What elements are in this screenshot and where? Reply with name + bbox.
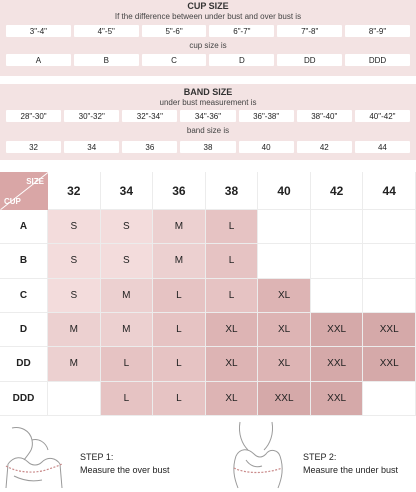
size-cell: L bbox=[206, 210, 259, 244]
size-cell: XXL bbox=[311, 382, 364, 416]
cup-size-chip: A bbox=[6, 54, 71, 66]
band-column-header: 38 bbox=[206, 172, 259, 210]
size-cell: XXL bbox=[363, 347, 416, 381]
band-range-chip: 40"-42" bbox=[355, 110, 410, 122]
size-cell: M bbox=[48, 313, 101, 347]
size-cell: S bbox=[101, 210, 154, 244]
cup-range-row bbox=[6, 25, 410, 37]
cup-range-chip: 3"-4" bbox=[6, 25, 71, 37]
size-cell: XXL bbox=[363, 313, 416, 347]
size-cell: L bbox=[101, 382, 154, 416]
size-cell bbox=[48, 382, 101, 416]
size-cell: L bbox=[153, 382, 206, 416]
step-2-description: Measure the under bust bbox=[303, 465, 399, 475]
band-range-chip: 34"-36" bbox=[180, 110, 235, 122]
step-1-description: Measure the over bust bbox=[80, 465, 170, 475]
size-cell: XL bbox=[258, 347, 311, 381]
size-cell: XL bbox=[206, 313, 259, 347]
band-column-header: 40 bbox=[258, 172, 311, 210]
cup-range-chip: 6"-7" bbox=[209, 25, 274, 37]
cup-range-chip: 5"-6" bbox=[142, 25, 207, 37]
measure-steps bbox=[0, 418, 416, 492]
size-cell: XXL bbox=[258, 382, 311, 416]
step-1-title: STEP 1: bbox=[80, 452, 114, 462]
size-cell bbox=[363, 279, 416, 313]
size-cell: S bbox=[101, 244, 154, 278]
size-cell: XL bbox=[258, 279, 311, 313]
size-cell bbox=[311, 279, 364, 313]
cup-size-chip: B bbox=[74, 54, 139, 66]
size-cell: L bbox=[101, 347, 154, 381]
size-cell: L bbox=[153, 279, 206, 313]
over-bust-figure-icon bbox=[2, 420, 64, 490]
size-cell bbox=[311, 210, 364, 244]
size-cell bbox=[258, 244, 311, 278]
band-range-chip: 30"-32" bbox=[64, 110, 119, 122]
cup-size-chip: D bbox=[209, 54, 274, 66]
band-size-chip: 44 bbox=[355, 141, 410, 153]
band-range-row bbox=[6, 110, 410, 122]
under-bust-figure-icon bbox=[226, 420, 286, 490]
band-size-chip: 32 bbox=[6, 141, 61, 153]
cup-range-chip: 8"-9" bbox=[345, 25, 410, 37]
size-cell: L bbox=[206, 244, 259, 278]
size-cell bbox=[363, 382, 416, 416]
size-cell: XL bbox=[258, 313, 311, 347]
size-cell bbox=[363, 210, 416, 244]
size-cell: S bbox=[48, 210, 101, 244]
band-size-chip: 34 bbox=[64, 141, 119, 153]
band-size-chip: 40 bbox=[239, 141, 294, 153]
size-cell: M bbox=[153, 244, 206, 278]
band-size-title: BAND SIZE bbox=[183, 87, 233, 97]
cup-row-header: C bbox=[0, 279, 48, 313]
size-cell bbox=[311, 244, 364, 278]
cup-size-subtitle: If the difference between under bust and over bust is bbox=[114, 12, 302, 21]
band-column-header: 36 bbox=[153, 172, 206, 210]
size-cell: L bbox=[153, 347, 206, 381]
band-size-subtitle: under bust measurement is bbox=[159, 98, 257, 107]
cup-size-title: CUP SIZE bbox=[187, 1, 229, 11]
size-cell: L bbox=[153, 313, 206, 347]
size-cell: S bbox=[48, 279, 101, 313]
size-chart-grid bbox=[0, 172, 416, 416]
size-cell bbox=[363, 244, 416, 278]
size-cell: M bbox=[48, 347, 101, 381]
cup-range-chip: 4"-5" bbox=[74, 25, 139, 37]
cup-size-chip: C bbox=[142, 54, 207, 66]
cup-row-header: DD bbox=[0, 347, 48, 381]
step-2-title: STEP 2: bbox=[303, 452, 337, 462]
size-cell: L bbox=[206, 279, 259, 313]
cup-row-header: D bbox=[0, 313, 48, 347]
band-column-header: 42 bbox=[311, 172, 364, 210]
band-size-chip: 38 bbox=[180, 141, 235, 153]
band-column-header: 44 bbox=[363, 172, 416, 210]
cup-range-chip: 7"-8" bbox=[277, 25, 342, 37]
band-range-chip: 28"-30" bbox=[6, 110, 61, 122]
corner-cup-label: CUP bbox=[4, 197, 21, 206]
size-cell: XL bbox=[206, 347, 259, 381]
size-cell bbox=[258, 210, 311, 244]
size-cell: S bbox=[48, 244, 101, 278]
size-cell: XXL bbox=[311, 347, 364, 381]
cup-size-chip: DD bbox=[277, 54, 342, 66]
cup-size-is-label: cup size is bbox=[189, 41, 227, 50]
chart-corner-header bbox=[0, 172, 48, 210]
band-column-header: 32 bbox=[48, 172, 101, 210]
cup-row-header: B bbox=[0, 244, 48, 278]
size-cell: M bbox=[153, 210, 206, 244]
band-range-chip: 38"-40" bbox=[297, 110, 352, 122]
band-size-chip: 36 bbox=[122, 141, 177, 153]
size-cell: M bbox=[101, 279, 154, 313]
cup-row-header: A bbox=[0, 210, 48, 244]
size-cell: M bbox=[101, 313, 154, 347]
cup-size-chip: DDD bbox=[345, 54, 410, 66]
band-column-header: 34 bbox=[101, 172, 154, 210]
size-cell: XL bbox=[206, 382, 259, 416]
size-cell: XXL bbox=[311, 313, 364, 347]
band-range-chip: 32"-34" bbox=[122, 110, 177, 122]
cup-row-header: DDD bbox=[0, 382, 48, 416]
band-range-chip: 36"-38" bbox=[239, 110, 294, 122]
band-size-row bbox=[6, 141, 410, 153]
band-size-chip: 42 bbox=[297, 141, 352, 153]
corner-size-label: SIZE bbox=[26, 177, 44, 186]
cup-size-row bbox=[6, 54, 410, 66]
band-size-is-label: band size is bbox=[186, 126, 230, 135]
